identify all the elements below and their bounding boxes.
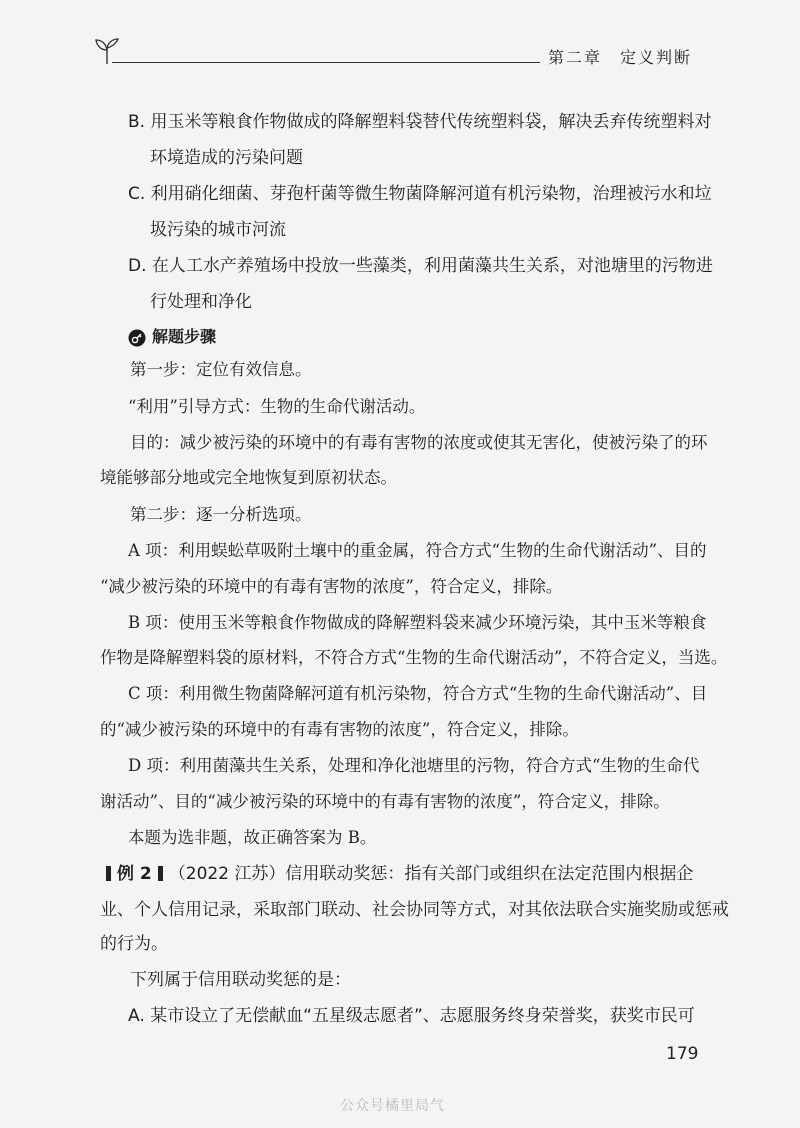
- item-c-line2: 的“减少被污染的环境中的有毒有害物的浓度”，符合定义，排除。: [100, 720, 579, 739]
- method-line: “利用”引导方式：生物的生命代谢活动。: [128, 397, 426, 416]
- item-d-line2: 谢活动”、目的“减少被污染的环境中的有毒有害物的浓度”，符合定义，排除。: [100, 792, 670, 811]
- option-c-line1: C. 利用硝化细菌、芽孢杆菌等微生物菌降解河道有机污染物，治理被污水和垃: [128, 184, 712, 204]
- example-line2: 的行为。: [100, 934, 168, 954]
- option-b-line1: B. 用玉米等粮食作物做成的降解塑料袋替代传统塑料袋，解决丢弃传统塑料对: [128, 112, 712, 132]
- key-badge-icon: [128, 329, 146, 347]
- purpose-line2: 境能够部分地或完全地恢复到原初状态。: [100, 468, 397, 487]
- purpose-line1: 目的：减少被污染的环境中的有毒有害物的浓度或使其无害化，使被污染了的环: [130, 433, 708, 452]
- option-d-line2: 行处理和净化: [150, 292, 252, 312]
- answer-line: 本题为选非题，故正确答案为 B。: [128, 828, 377, 847]
- page-number: 179: [666, 1044, 699, 1064]
- example-question: 下列属于信用联动奖惩的是：: [130, 970, 351, 990]
- option-b-line2: 环境造成的污染问题: [150, 148, 303, 168]
- item-c-line1: C 项：利用微生物菌降解河道有机污染物，符合方式“生物的生命代谢活动”、目: [128, 684, 708, 703]
- option-c-line2: 圾污染的城市河流: [150, 220, 286, 240]
- item-b-line1: B 项：使用玉米等粮食作物做成的降解塑料袋来减少环境污染，其中玉米等粮食: [128, 613, 707, 632]
- item-b-line2: 作物是降解塑料袋的原材料，不符合方式“生物的生命代谢活动”，不符合定义，当选。: [100, 648, 728, 667]
- example-option-a: A. 某市设立了无偿献血“五星级志愿者”、志愿服务终身荣誉奖，获奖市民可: [128, 1006, 695, 1026]
- item-a-line2: “减少被污染的环境中的有毒有害物的浓度”，符合定义，排除。: [100, 577, 563, 596]
- example-tag: 例 2: [117, 864, 152, 884]
- step2: 第二步：逐一分析选项。: [130, 505, 312, 524]
- example-bar-right: [158, 866, 163, 881]
- watermark: 公众号橘里局气: [340, 1098, 445, 1114]
- item-a-line1: A 项：利用蜈蚣草吸附土壤中的重金属，符合方式“生物的生命代谢活动”、目的: [128, 541, 707, 560]
- header-rule: [112, 62, 540, 63]
- option-d-line1: D. 在人工水产养殖场中投放一些藻类，利用菌藻共生关系，对池塘里的污物进: [128, 256, 713, 276]
- example-intro: [100, 862, 693, 886]
- example-bar-left: [106, 866, 111, 881]
- example-intro-text: （2022 江苏）信用联动奖惩：指有关部门或组织在法定范围内根据企: [168, 864, 694, 884]
- step1: 第一步：定位有效信息。: [130, 360, 312, 379]
- item-d-line1: D 项：利用菌藻共生关系，处理和净化池塘里的污物，符合方式“生物的生命代: [128, 756, 700, 775]
- example-line1: 业、个人信用记录，采取部门联动、社会协同等方式，对其依法联合实施奖励或惩戒: [100, 900, 729, 920]
- steps-heading: [128, 324, 216, 347]
- chapter-title: 第二章 定义判断: [548, 48, 693, 67]
- steps-heading-label: 解题步骤: [152, 327, 217, 346]
